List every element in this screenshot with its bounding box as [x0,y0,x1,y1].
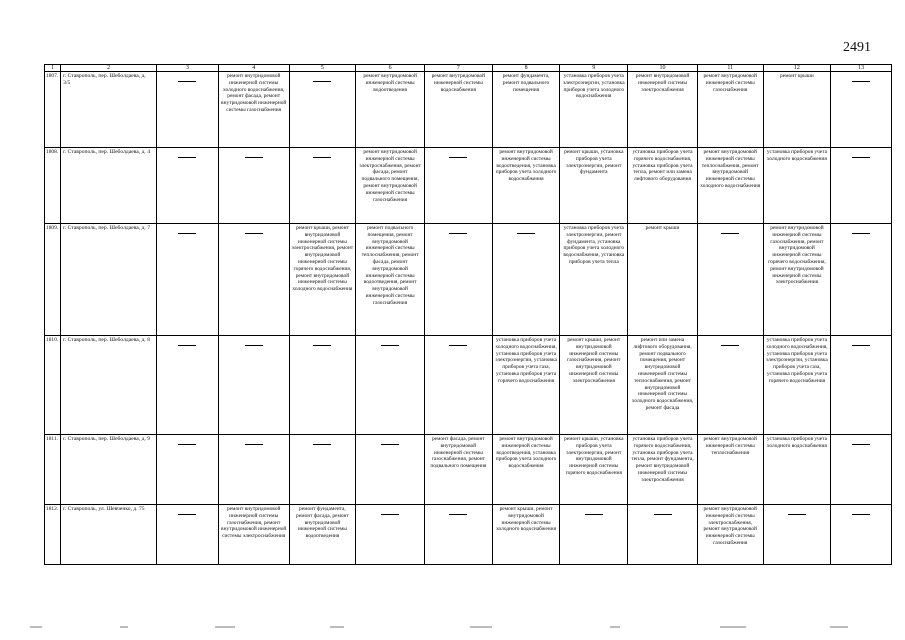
empty-cell [289,336,356,435]
dash-mark [585,514,603,515]
works-cell: установка приборов учета холодного водоснабжения, установка приборов учета электроэнергии, установка приборов учета газа, установка приборов учета горячего водоснабжения [492,336,560,435]
dash-mark [178,514,196,515]
works-cell: ремонт фундамента, ремонт подвального помещения [492,72,560,148]
table-row [45,72,892,148]
address-cell: г. Ставрополь, пер. Шеболдаева, д. 7 [61,224,157,336]
empty-cell [356,505,425,565]
empty-cell [218,336,289,435]
works-cell: ремонт внутридомовой инженерной системы электроснабжения, ремонт внутридомовой инженерной системы газоснабжения [697,505,763,565]
works-cell: ремонт крыши [628,224,698,336]
empty-cell [289,148,356,224]
empty-cell [157,224,219,336]
empty-cell [831,336,892,435]
empty-cell [218,435,289,505]
dash-mark [852,345,870,346]
row-number: 1810. [45,336,61,435]
dash-mark [381,444,399,445]
dash-mark [721,345,739,346]
works-cell: ремонт крыши, ремонт внутридомовой инженерной системы холодного водоснабжения [492,505,560,565]
works-cell: ремонт фундамента, ремонт фасада, ремонт внутридомовой инженерной системы водоотведения [289,505,356,565]
works-cell: установка приборов учета холодного водоснабжения, установка приборов учета электроэнергии, установка приборов учета газа, установка приборов учета горячего водоснабжения [763,336,831,435]
empty-cell [356,435,425,505]
works-cell: ремонт крыши, установка приборов учета электроэнергии, ремонт внутридомовой инженерной системы горячего водоснабжения [560,435,628,505]
empty-cell [157,505,219,565]
empty-cell [424,224,492,336]
works-cell: ремонт внутридомовой инженерной системы водоотведения, установка приборов учета холодного водоснабжения [492,435,560,505]
dash-mark [178,157,196,158]
empty-cell [628,505,698,565]
dash-mark [245,157,263,158]
empty-cell [831,505,892,565]
column-number: 11 [697,65,763,72]
dash-mark [449,514,467,515]
works-cell: ремонт или замена лифтового оборудования, ремонт подвального помещения, ремонт внутридомовой инженерной системы теплоснабжения, ремонт внутридомовой инженерной системы холодного водоснабжения, ремонт фасада [628,336,698,435]
address-cell: г. Ставрополь, пер. Шеболдаева, д. 8 [61,336,157,435]
column-number: 8 [492,65,560,72]
row-number: 1811. [45,435,61,505]
works-cell: ремонт внутридомовой инженерной системы газоснабжения, ремонт внутридомовой инженерной системы горячего водоснабжения, ремонт внутридомовой инженерной системы электроснабжения [763,224,831,336]
works-cell: ремонт крыши [763,72,831,148]
page-number: 2491 [843,40,871,55]
empty-cell [424,148,492,224]
empty-cell [424,505,492,565]
dash-mark [852,514,870,515]
dash-mark [313,157,331,158]
empty-cell [157,148,219,224]
empty-cell [831,435,892,505]
column-number: 4 [218,65,289,72]
empty-cell [356,336,425,435]
works-cell: ремонт внутридомовой инженерной системы электроснабжения, ремонт фасада, ремонт подвального помещения, ремонт внутридомовой инженерной системы газоснабжения [356,148,425,224]
empty-cell [289,72,356,148]
empty-cell [831,148,892,224]
address-cell: г. Ставрополь, пер. Шеболдаева, д. 3/5 [61,72,157,148]
empty-cell [492,224,560,336]
dash-mark [313,81,331,82]
works-cell: ремонт внутридомовой инженерной системы газоснабжения, ремонт внутридомовой инженерной системы электроснабжения [218,505,289,565]
dash-mark [852,444,870,445]
row-number: 1807. [45,72,61,148]
empty-cell [218,224,289,336]
empty-cell [424,336,492,435]
table-row [45,224,892,336]
address-cell: г. Ставрополь, пер. Шеболдаева, д. 9 [61,435,157,505]
empty-cell [157,336,219,435]
row-number: 1812. [45,505,61,565]
dash-mark [178,345,196,346]
row-number: 1809. [45,224,61,336]
dash-mark [449,345,467,346]
address-cell: г. Ставрополь, пер. Шеболдаева, д. 4 [61,148,157,224]
works-cell: ремонт внутридомовой инженерной системы водоснабжения [424,72,492,148]
dash-mark [313,345,331,346]
column-number: 5 [289,65,356,72]
empty-cell [560,505,628,565]
dash-mark [178,233,196,234]
empty-cell [831,224,892,336]
address-cell: г. Ставрополь, ул. Шевченко, д. 75 [61,505,157,565]
works-cell: ремонт внутридомовой инженерной системы газоснабжения [697,72,763,148]
dash-mark [313,444,331,445]
empty-cell [831,72,892,148]
column-number: 6 [356,65,425,72]
column-number: 3 [157,65,219,72]
column-number-row [45,65,892,72]
table-row [45,336,892,435]
works-cell: ремонт внутридомовой инженерной системы водоотведения [356,72,425,148]
works-cell: установка приборов учета холодного водоснабжения [763,435,831,505]
works-cell: ремонт крыши, ремонт внутридомовой инженерной системы газоснабжения, ремонт внутридомовой инженерной системы электроснабжения [560,336,628,435]
empty-cell [289,435,356,505]
table-row [45,435,892,505]
column-number: 9 [560,65,628,72]
repair-schedule-table [44,64,892,565]
column-number: 13 [831,65,892,72]
scan-artifact [0,622,905,632]
dash-mark [245,345,263,346]
works-cell: установка приборов учета холодного водоснабжения [763,148,831,224]
dash-mark [381,514,399,515]
works-cell: ремонт фасада, ремонт внутридомовой инженерной системы газоснабжения, ремонт подвального помещения [424,435,492,505]
works-cell: ремонт подвального помещения, ремонт внутридомовой инженерной системы теплоснабжения, ремонт фасада, ремонт внутридомовой инженерной системы водоотведения, ремонт внутридомовой инженерной системы газоснабжения [356,224,425,336]
works-cell: ремонт внутридомовой инженерной системы холодного водоснабжения, ремонт фасада, ремонт внутридомовой инженерной системы газоснабжения [218,72,289,148]
dash-mark [517,233,535,234]
column-number: 12 [763,65,831,72]
dash-mark [449,233,467,234]
dash-mark [721,233,739,234]
column-number: 10 [628,65,698,72]
table-row [45,148,892,224]
empty-cell [218,148,289,224]
dash-mark [245,233,263,234]
dash-mark [654,514,672,515]
empty-cell [763,505,831,565]
column-number: 2 [61,65,157,72]
works-cell: ремонт внутридомовой инженерной системы теплоснабжения [697,435,763,505]
dash-mark [178,81,196,82]
works-cell: установка приборов учета электроэнергии, ремонт фундамента, установка приборов учета холодного водоснабжения, установка приборов учета тепла [560,224,628,336]
works-cell: установка приборов учета горячего водоснабжения, установка приборов учета тепла, ремонт или замена лифтового оборудования [628,148,698,224]
column-number: 7 [424,65,492,72]
dash-mark [178,444,196,445]
table-row [45,505,892,565]
works-cell: ремонт внутридомовой инженерной системы электроснабжения [628,72,698,148]
empty-cell [697,336,763,435]
works-cell: ремонт внутридомовой инженерной системы водоотведения, установка приборов учета холодного водоснабжения [492,148,560,224]
dash-mark [245,444,263,445]
empty-cell [697,224,763,336]
works-cell: установка приборов учета электроэнергии, установка приборов учета холодного водоснабжения [560,72,628,148]
column-number: 1 [45,65,61,72]
dash-mark [381,345,399,346]
dash-mark [449,157,467,158]
dash-mark [852,233,870,234]
works-cell: установка приборов учета горячего водоснабжения, установка приборов учета тепла, ремонт фундамента, ремонт внутридомовой инженерной системы электроснабжения [628,435,698,505]
dash-mark [788,514,806,515]
works-cell: ремонт крыши, установка приборов учета электроэнергии, ремонт фундамента [560,148,628,224]
dash-mark [852,81,870,82]
works-cell: ремонт крыши, ремонт внутридомовой инженерной системы электроснабжения, ремонт внутридомовой инженерной системы горячего водоснабжения, ремонт внутридомовой инженерной системы холодного водоснабжения [289,224,356,336]
works-cell: ремонт внутридомовой инженерной системы теплоснабжения, ремонт внутридомовой инженерной системы холодного водоснабжения [697,148,763,224]
empty-cell [157,72,219,148]
empty-cell [157,435,219,505]
row-number: 1808. [45,148,61,224]
dash-mark [852,157,870,158]
